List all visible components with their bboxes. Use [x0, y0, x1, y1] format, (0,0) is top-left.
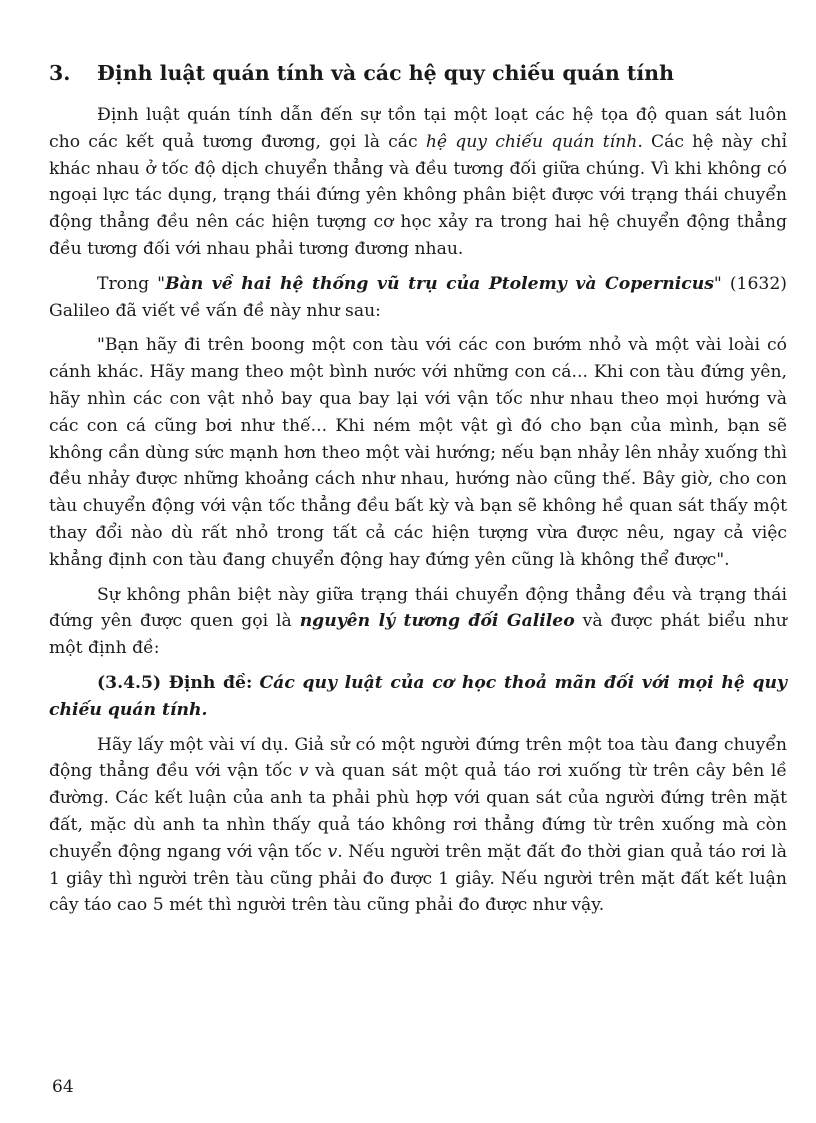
postulate-statement: Các quy luật của cơ học thoả mãn đối với mọi hệ quy chiếu quán tính.: [49, 672, 787, 720]
postulate-label: (3.4.5) Định đề:: [97, 672, 253, 693]
section-number: 3.: [49, 61, 71, 85]
text-run: . Nếu người trên mặt đất đo thời gian quả táo rơi là 1 giây thì người trên tàu cũng phải đo được 1 giây. Nếu người trên mặt đất kết luận cây táo cao 5 mét thì người trên tàu cũng phải đo được như vậy.: [49, 841, 787, 916]
velocity-symbol: v: [298, 761, 309, 782]
text-run: Hãy lấy một vài ví dụ. Giả sử có một người đứng trên một toa tàu đang chuyển động thẳng đều với vận tốc: [49, 734, 787, 782]
velocity-symbol: v: [327, 841, 338, 862]
text-run: Sự không phân biệt này giữa trạng thái chuyển động thẳng đều và trạng thái đứng yên được quen gọi là: [49, 584, 787, 632]
section-heading: [49, 58, 787, 88]
paragraph-galileo-quote: "Bạn hãy đi trên boong một con tàu với các con bướm nhỏ và một vài loài có cánh khác. Hãy mang theo một bình nước với những con cá... Khi con tàu đứng yên, hãy nhìn các con vật nhỏ bay qua bay lại với vận tốc như nhau theo mọi hướng và các con cá cũng bơi như thế... Khi ném một vật gì đó cho bạn của mình, bạn sẽ không cần dùng sức mạnh hơn theo một vài hướng; nếu bạn nhảy lên nhảy xuống thì đều nhảy được những khoảng cách như nhau, hướng nào cũng thế. Bây giờ, cho con tàu chuyển động với vận tốc thẳng đều bất kỳ và bạn sẽ không hề quan sát thấy một thay đổi nào dù rất nhỏ trong tất cả các hiện tượng vừa được nêu, ngay cả việc khẳng định con tàu đang chuyển động hay đứng yên cũng là không thể được".: [49, 335, 788, 570]
text-run: và quan sát một quả táo rơi xuống từ trên cây bên lề đường. Các kết luận của anh ta phải phù hợp với quan sát của người đứng trên mặt đất, mặc dù anh ta nhìn thấy quả táo không rơi thẳng đứng từ trên xuống mà còn chuyển động ngang với vận tốc: [49, 761, 787, 862]
paragraph-inertial-frames: [49, 102, 787, 263]
text-run: " (1632) Galileo đã viết về vấn đề này như sau:: [49, 273, 788, 321]
paragraph-relativity-principle: [49, 582, 787, 662]
text-run: Định luật quán tính dẫn đến sự tồn tại một loạt các hệ tọa độ quan sát luôn cho các kết quả tương đương, gọi là các: [49, 105, 787, 152]
term-galilean-relativity: nguyên lý tương đối Galileo: [299, 611, 575, 632]
text-run: và được phát biểu như một định đề:: [49, 611, 787, 659]
paragraph-galileo-intro: [49, 271, 787, 325]
page-content: [49, 58, 787, 919]
book-title: Bàn về hai hệ thống vũ trụ của Ptolemy và Copernicus: [165, 273, 714, 294]
paragraph-postulate: [49, 670, 787, 724]
paragraph-apple-example: [49, 732, 787, 920]
text-run: . Các hệ này chỉ khác nhau ở tốc độ dịch chuyển thẳng và đều tương đối giữa chúng. Vì khi không có ngoại lực tác dụng, trạng thái đứng yên không phân biệt được với trạng thái chuyển động thẳng đều nên các hiện tượng cơ học xảy ra trong hai hệ chuyển động thẳng đều tương đối với nhau phải tương đương nhau.: [49, 131, 787, 259]
section-title: Định luật quán tính và các hệ quy chiếu quán tính: [97, 61, 674, 85]
page-number: 64: [52, 1077, 74, 1097]
term-inertial-frame: hệ quy chiếu quán tính: [425, 131, 638, 152]
text-run: Trong ": [97, 273, 166, 294]
